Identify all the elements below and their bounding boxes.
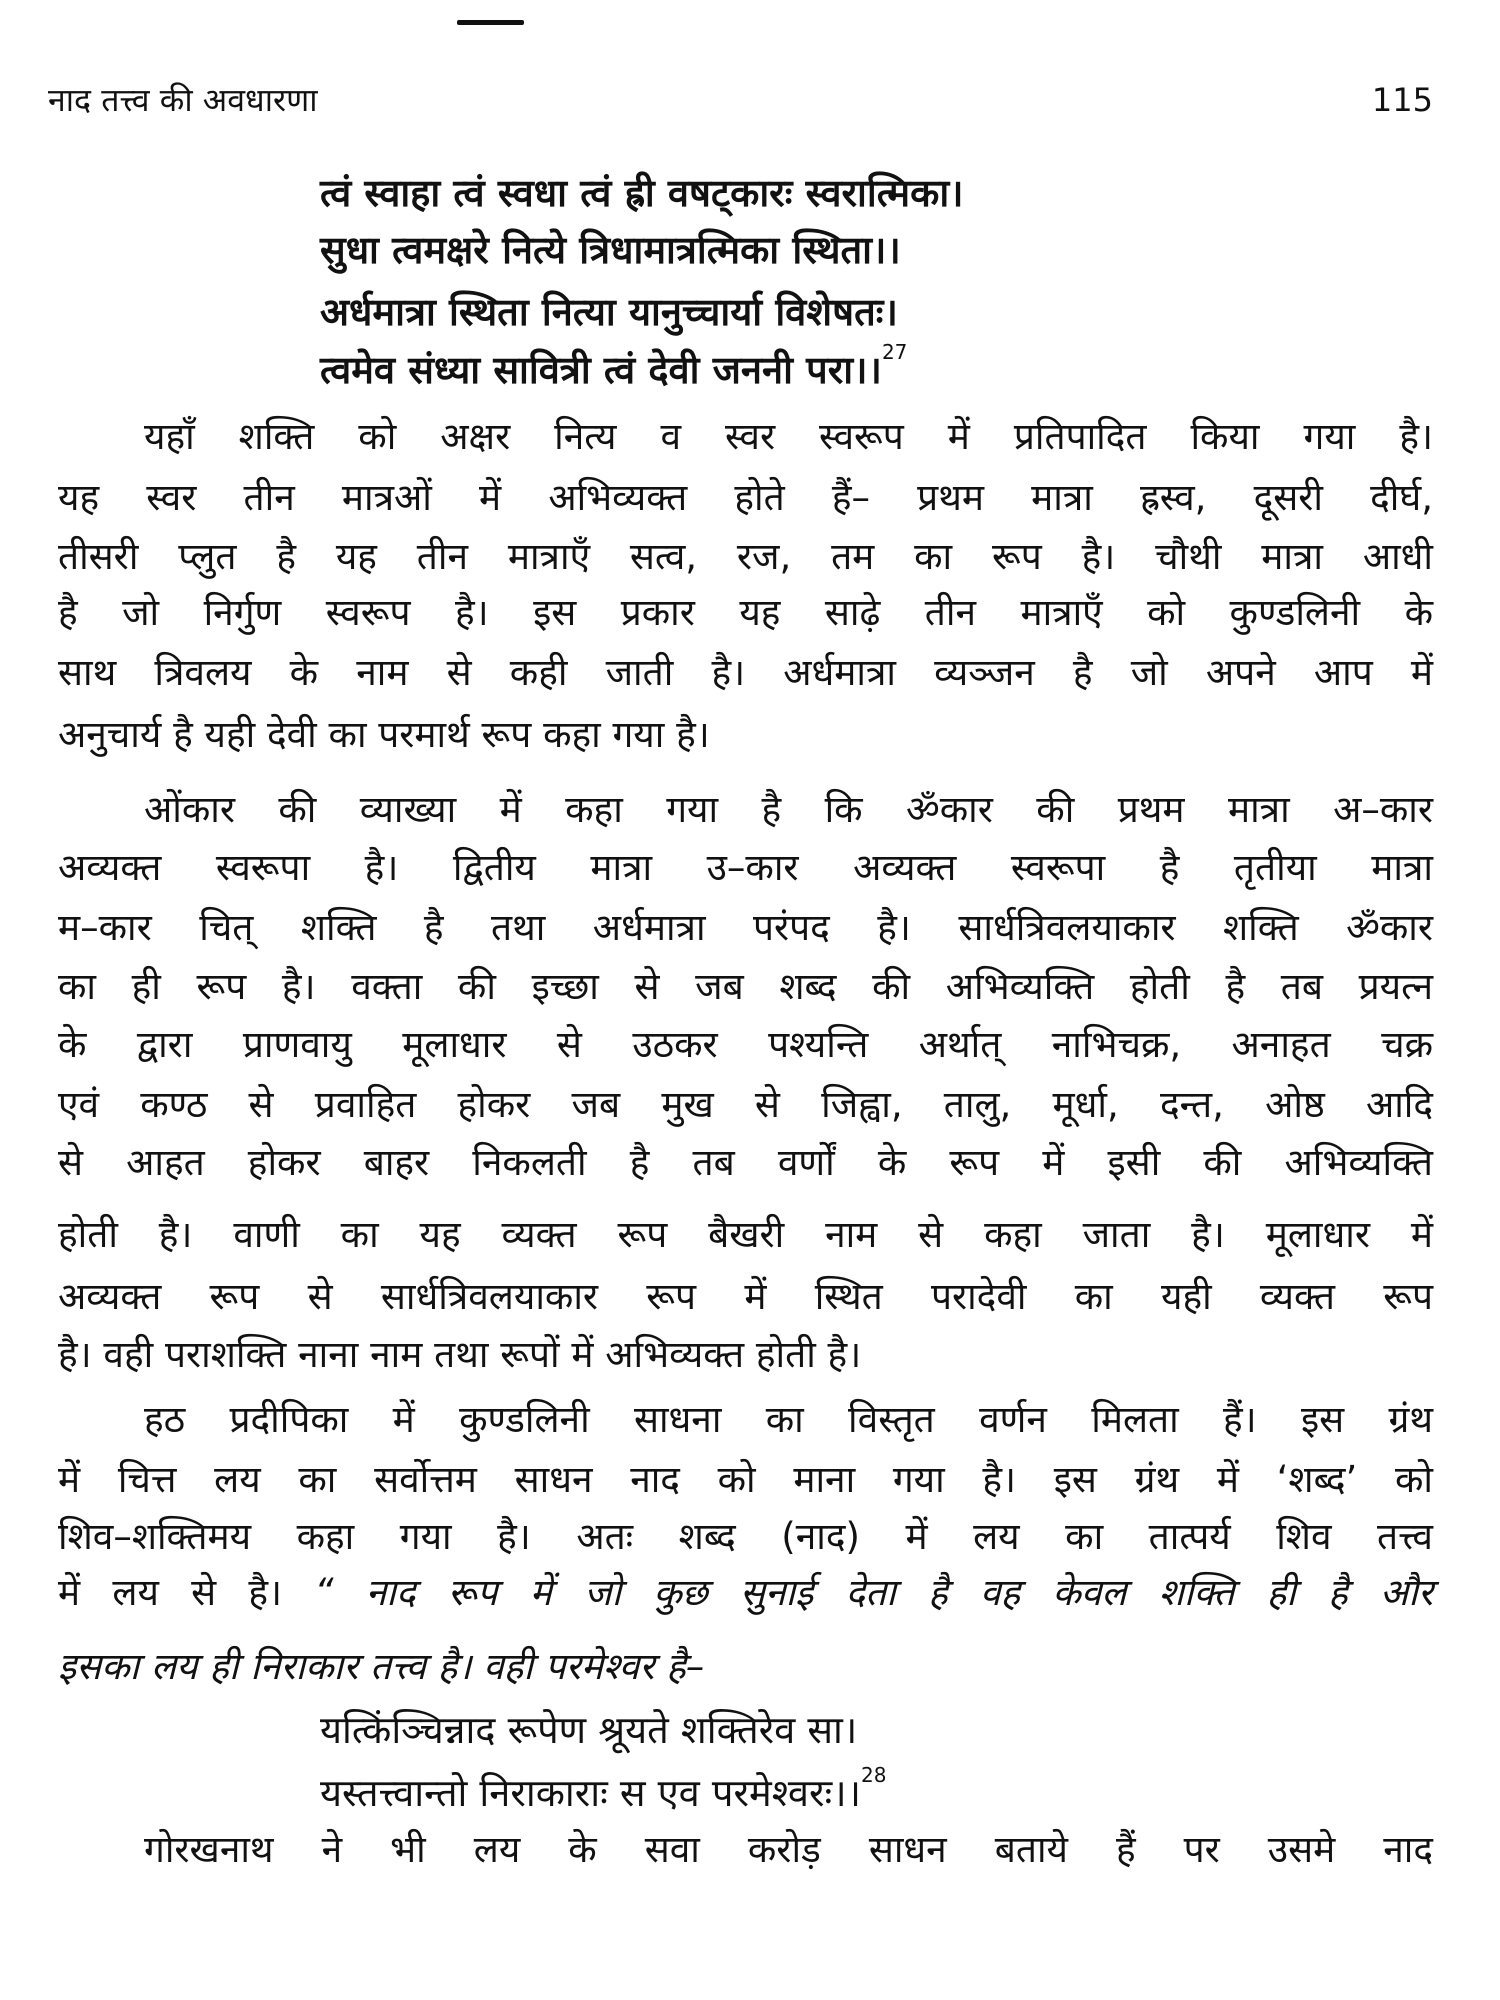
- top-mark: [457, 20, 524, 25]
- text-line: एवं कण्ठ से प्रवाहित होकर जब मुख से जिह्वा, तालु, मूर्धा, दन्त, ओष्ठ आदि: [58, 1083, 1433, 1126]
- verse-line: [320, 342, 1180, 398]
- text-line: है। वही पराशक्ति नाना नाम तथा रूपों में अभिव्यक्त होती है।: [58, 1333, 862, 1376]
- text-line: अव्यक्त स्वरूपा है। द्वितीय मात्रा उ–कार अव्यक्त स्वरूपा है तृतीया मात्रा: [58, 846, 1433, 889]
- page-number: 115: [1371, 81, 1433, 119]
- text-line: साथ त्रिवलय के नाम से कही जाती है। अर्धमात्रा व्यञ्जन है जो अपने आप में: [58, 651, 1433, 694]
- quotation-italic: “ नाद रूप में जो कुछ सुनाई देता है वह केवल शक्ति ही है और: [314, 1571, 1433, 1614]
- text-line: यह स्वर तीन मात्रओं में अभिव्यक्त होते हैं– प्रथम मात्रा ह्रस्व, दूसरी दीर्घ,: [58, 476, 1433, 519]
- text-line: गोरखनाथ ने भी लय के सवा करोड़ साधन बताये हैं पर उसमे नाद: [144, 1828, 1433, 1871]
- text-line: अव्यक्त रूप से सार्धत्रिवलयाकार रूप में स्थित परादेवी का यही व्यक्त रूप: [58, 1275, 1433, 1318]
- footnote-ref: 27: [881, 340, 908, 364]
- text-line: का ही रूप है। वक्ता की इच्छा से जब शब्द की अभिव्यक्ति होती है तब प्रयत्न: [58, 965, 1433, 1008]
- verse-text: त्वमेव संध्या सावित्री त्वं देवी जननी परा।।: [320, 348, 882, 392]
- text-line: के द्वारा प्राणवायु मूलाधार से उठकर पश्यन्ति अर्थात् नाभिचक्र, अनाहत चक्र: [58, 1023, 1433, 1066]
- verse-line: अर्धमात्रा स्थिता नित्या यानुच्चार्या विशेषतः।: [320, 290, 898, 334]
- running-header: नाद तत्त्व की अवधारणा: [48, 81, 318, 119]
- verse-text: यस्तत्त्वान्तो निराकाराः स एव परमेश्वरः।।: [320, 1771, 862, 1815]
- text-span: में लय से है।: [58, 1571, 283, 1614]
- text-line: यहाँ शक्ति को अक्षर नित्य व स्वर स्वरूप में प्रतिपादित किया गया है।: [144, 415, 1433, 458]
- text-line: हठ प्रदीपिका में कुण्डलिनी साधना का विस्तृत वर्णन मिलता हैं। इस ग्रंथ: [144, 1398, 1433, 1441]
- text-line: से आहत होकर बाहर निकलती है तब वर्णों के रूप में इसी की अभिव्यक्ति: [58, 1141, 1433, 1184]
- text-line: में चित्त लय का सर्वोत्तम साधन नाद को माना गया है। इस ग्रंथ में ‘शब्द’ को: [58, 1458, 1433, 1501]
- footnote-ref: 28: [861, 1763, 887, 1787]
- text-line: [58, 1565, 1433, 1621]
- text-line: होती है। वाणी का यह व्यक्त रूप बैखरी नाम से कहा जाता है। मूलाधार में: [58, 1213, 1433, 1256]
- verse-line: यत्किंञ्चिन्नाद रूपेण श्रूयते शक्तिरेव सा।: [320, 1708, 858, 1752]
- text-line: अनुचार्य है यही देवी का परमार्थ रूप कहा गया है।: [58, 713, 710, 756]
- text-line: है जो निर्गुण स्वरूप है। इस प्रकार यह साढ़े तीन मात्राएँ को कुण्डलिनी के: [58, 591, 1433, 634]
- text-line: तीसरी प्लुत है यह तीन मात्राएँ सत्व, रज, तम का रूप है। चौथी मात्रा आधी: [58, 535, 1433, 578]
- verse-line: त्वं स्वाहा त्वं स्वधा त्वं ह्री वषट्कारः स्वरात्मिका।: [320, 171, 964, 215]
- verse-line: [320, 1765, 1180, 1821]
- text-line: ओंकार की व्याख्या में कहा गया है कि ॐकार की प्रथम मात्रा अ–कार: [144, 788, 1433, 831]
- text-line: म–कार चित् शक्ति है तथा अर्धमात्रा परंपद है। सार्धत्रिवलयाकार शक्ति ॐकार: [58, 906, 1433, 949]
- text-line: शिव–शक्तिमय कहा गया है। अतः शब्द (नाद) में लय का तात्पर्य शिव तत्त्व: [58, 1515, 1433, 1558]
- verse-line: सुधा त्वमक्षरे नित्ये त्रिधामात्रत्मिका स्थिता।।: [320, 228, 901, 272]
- quotation-italic: इसका लय ही निराकार तत्त्व है। वही परमेश्वर है–: [58, 1645, 705, 1688]
